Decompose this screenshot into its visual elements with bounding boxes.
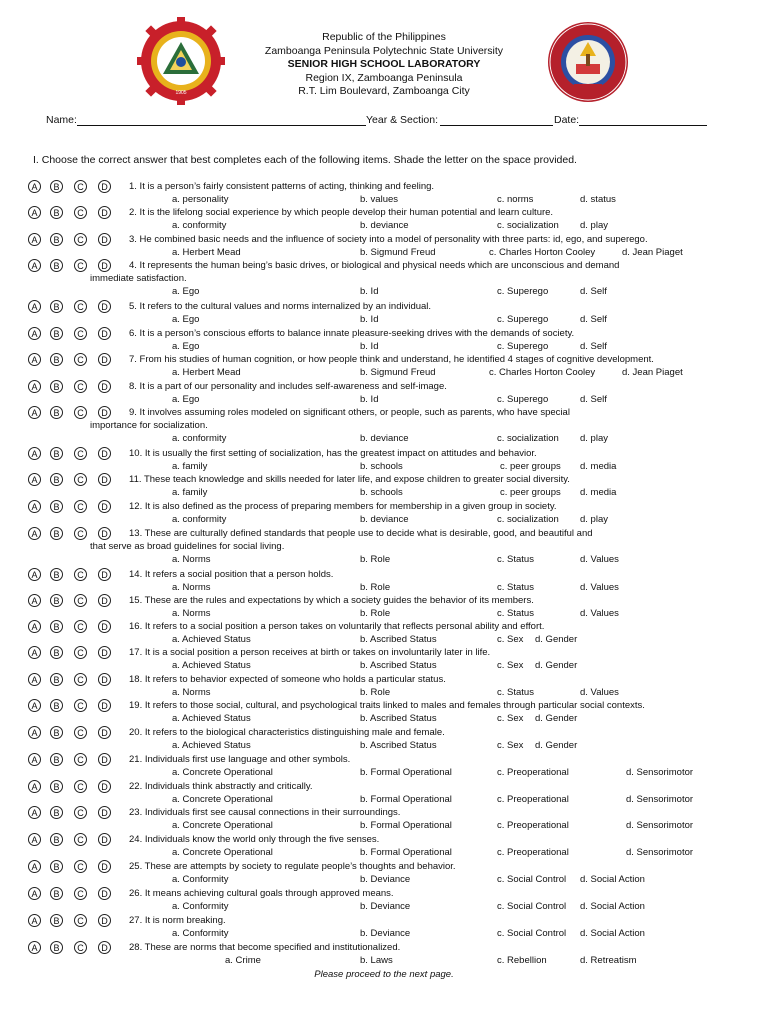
question-text: 20. It refers to the biological characteristics distinguishing male and female. xyxy=(129,727,445,738)
answer-bubble-c[interactable]: C xyxy=(74,206,87,219)
answer-bubble-b[interactable]: B xyxy=(50,259,63,272)
answer-bubble-c[interactable]: C xyxy=(74,327,87,340)
section-label: Year & Section: xyxy=(366,114,438,126)
choice-d: d. Social Action xyxy=(580,901,645,912)
choice-a: a. family xyxy=(172,487,208,498)
answer-bubble-b[interactable]: B xyxy=(50,780,63,793)
choice-b: b. Sigmund Freud xyxy=(360,247,436,258)
choice-b: b. Id xyxy=(360,286,379,297)
choice-c: c. Superego xyxy=(497,341,549,352)
choice-a: a. Achieved Status xyxy=(172,634,251,645)
question-item xyxy=(0,181,768,205)
answer-bubble-a[interactable]: A xyxy=(28,353,41,366)
answer-bubble-a[interactable]: A xyxy=(28,833,41,846)
choice-d: d. media xyxy=(580,461,617,472)
answer-bubble-b[interactable]: B xyxy=(50,500,63,513)
answer-bubble-d[interactable]: D xyxy=(98,500,111,513)
choice-b: b. Id xyxy=(360,341,379,352)
choice-a: a. Conformity xyxy=(172,874,229,885)
answer-bubble-d[interactable]: D xyxy=(98,327,111,340)
question-item xyxy=(0,727,768,751)
answer-bubble-c[interactable]: C xyxy=(74,527,87,540)
answer-bubble-a[interactable]: A xyxy=(28,806,41,819)
choice-b: b. schools xyxy=(360,461,403,472)
question-text: 25. These are attempts by society to regulate people’s thoughts and behavior. xyxy=(129,861,456,872)
choice-a: a. Conformity xyxy=(172,928,229,939)
question-item xyxy=(0,861,768,885)
choice-b: b. Ascribed Status xyxy=(360,740,437,751)
answer-bubble-d[interactable]: D xyxy=(98,646,111,659)
answer-bubble-d[interactable]: D xyxy=(98,568,111,581)
answer-bubble-d[interactable]: D xyxy=(98,860,111,873)
answer-bubble-a[interactable]: A xyxy=(28,780,41,793)
choice-c: c. Status xyxy=(497,582,534,593)
choice-a: a. Achieved Status xyxy=(172,660,251,671)
choice-c: c. Sex xyxy=(497,634,524,645)
question-item xyxy=(0,647,768,671)
question-item xyxy=(0,407,768,444)
choice-a: a. Concrete Operational xyxy=(172,794,273,805)
choice-d: d. Gender xyxy=(535,660,578,671)
answer-bubble-c[interactable]: C xyxy=(74,406,87,419)
choice-b: b. Deviance xyxy=(360,874,411,885)
answer-bubble-a[interactable]: A xyxy=(28,300,41,313)
answer-bubble-b[interactable]: B xyxy=(50,206,63,219)
answer-bubble-c[interactable]: C xyxy=(74,673,87,686)
answer-bubble-d[interactable]: D xyxy=(98,699,111,712)
choice-c: c. peer groups xyxy=(500,487,561,498)
question-text: 4. It represents the human being’s basic drives, or biological and physical needs which are unconscious and demand xyxy=(129,260,620,271)
choice-c: c. Superego xyxy=(497,286,549,297)
choice-c: c. Sex xyxy=(497,660,524,671)
question-text: 6. It is a person’s conscious efforts to balance innate pleasure-seeking drives with the demands of society. xyxy=(129,328,575,339)
choice-b: b. Formal Operational xyxy=(360,820,452,831)
answer-bubble-d[interactable]: D xyxy=(98,259,111,272)
question-item xyxy=(0,595,768,619)
choice-d: d. Sensorimotor xyxy=(626,847,694,858)
answer-bubble-a[interactable]: A xyxy=(28,380,41,393)
choice-c: c. Preoperational xyxy=(497,820,569,831)
choice-a: a. conformity xyxy=(172,433,227,444)
question-text: 14. It refers a social position that a person holds. xyxy=(129,569,334,580)
answer-bubble-b[interactable]: B xyxy=(50,447,63,460)
question-text: 26. It means achieving cultural goals through approved means. xyxy=(129,888,394,899)
choice-d: d. Jean Piaget xyxy=(622,247,683,258)
choice-d: d. play xyxy=(580,514,608,525)
answer-bubble-c[interactable]: C xyxy=(74,726,87,739)
answer-bubble-a[interactable]: A xyxy=(28,447,41,460)
choice-a: a. Norms xyxy=(172,582,211,593)
choice-d: d. Values xyxy=(580,554,619,565)
choice-c: c. Charles Horton Cooley xyxy=(489,247,596,258)
question-item xyxy=(0,915,768,939)
choice-a: a. Herbert Mead xyxy=(172,247,241,258)
choice-d: d. media xyxy=(580,487,617,498)
answer-bubble-d[interactable]: D xyxy=(98,753,111,766)
choice-b: b. Ascribed Status xyxy=(360,713,437,724)
choice-c: c. Social Control xyxy=(497,901,567,912)
choice-a: a. Ego xyxy=(172,341,200,352)
answer-bubble-b[interactable]: B xyxy=(50,833,63,846)
answer-bubble-d[interactable]: D xyxy=(98,620,111,633)
answer-bubble-b[interactable]: B xyxy=(50,594,63,607)
choice-a: a. Concrete Operational xyxy=(172,847,273,858)
question-text: 23. Individuals first see causal connections in their surroundings. xyxy=(129,807,401,818)
question-text: 24. Individuals know the world only through the five senses. xyxy=(129,834,380,845)
answer-bubble-d[interactable]: D xyxy=(98,594,111,607)
question-item xyxy=(0,888,768,912)
choice-a: a. Norms xyxy=(172,554,211,565)
answer-bubble-a[interactable]: A xyxy=(28,233,41,246)
answer-bubble-d[interactable]: D xyxy=(98,673,111,686)
answer-bubble-a[interactable]: A xyxy=(28,699,41,712)
choice-c: c. Superego xyxy=(497,314,549,325)
question-item xyxy=(0,528,768,565)
answer-bubble-d[interactable]: D xyxy=(98,473,111,486)
answer-bubble-d[interactable]: D xyxy=(98,887,111,900)
choice-d: d. play xyxy=(580,433,608,444)
answer-bubble-a[interactable]: A xyxy=(28,406,41,419)
answer-bubble-b[interactable]: B xyxy=(50,180,63,193)
choice-a: a. Achieved Status xyxy=(172,713,251,724)
question-item xyxy=(0,234,768,258)
answer-bubble-b[interactable]: B xyxy=(50,327,63,340)
choice-d: d. play xyxy=(580,220,608,231)
choice-b: b. values xyxy=(360,194,399,205)
answer-bubble-c[interactable]: C xyxy=(74,753,87,766)
choice-b: b. Role xyxy=(360,554,391,565)
answer-bubble-c[interactable]: C xyxy=(74,620,87,633)
choice-d: d. Self xyxy=(580,394,607,405)
answer-bubble-d[interactable]: D xyxy=(98,406,111,419)
question-text: 16. It refers to a social position a person takes on voluntarily that reflects personal ability and effort. xyxy=(129,621,545,632)
answer-bubble-c[interactable]: C xyxy=(74,180,87,193)
choice-a: a. Ego xyxy=(172,286,200,297)
choice-a: a. conformity xyxy=(172,220,227,231)
instructions: I. Choose the correct answer that best completes each of the following items. Shade the letter on the space provided. xyxy=(33,154,577,166)
question-item xyxy=(0,474,768,498)
answer-bubble-b[interactable]: B xyxy=(50,914,63,927)
choice-c: c. Social Control xyxy=(497,874,567,885)
answer-bubble-a[interactable]: A xyxy=(28,887,41,900)
answer-bubble-c[interactable]: C xyxy=(74,473,87,486)
answer-bubble-a[interactable]: A xyxy=(28,594,41,607)
question-item xyxy=(0,381,768,405)
answer-bubble-c[interactable]: C xyxy=(74,233,87,246)
question-item xyxy=(0,354,768,378)
answer-bubble-b[interactable]: B xyxy=(50,699,63,712)
choice-b: b. Role xyxy=(360,582,391,593)
question-item xyxy=(0,781,768,805)
answer-bubble-a[interactable]: A xyxy=(28,753,41,766)
choice-c: c. Preoperational xyxy=(497,847,569,858)
answer-bubble-c[interactable]: C xyxy=(74,860,87,873)
choice-c: c. socialization xyxy=(497,433,559,444)
header-shs-lab: SENIOR HIGH SCHOOL LABORATORY xyxy=(287,58,481,70)
choice-b: b. deviance xyxy=(360,514,409,525)
answer-bubble-b[interactable]: B xyxy=(50,473,63,486)
choice-c: c. Charles Horton Cooley xyxy=(489,367,596,378)
answer-bubble-a[interactable]: A xyxy=(28,327,41,340)
answer-bubble-a[interactable]: A xyxy=(28,646,41,659)
school-header xyxy=(0,31,768,99)
choice-d: d. Values xyxy=(580,608,619,619)
choice-d: d. Retreatism xyxy=(580,955,637,966)
choice-b: b. Sigmund Freud xyxy=(360,367,436,378)
answer-bubble-b[interactable]: B xyxy=(50,887,63,900)
answer-bubble-a[interactable]: A xyxy=(28,259,41,272)
answer-bubble-c[interactable]: C xyxy=(74,568,87,581)
answer-bubble-d[interactable]: D xyxy=(98,180,111,193)
choice-d: d. Jean Piaget xyxy=(622,367,683,378)
choice-d: d. Self xyxy=(580,341,607,352)
answer-bubble-c[interactable]: C xyxy=(74,699,87,712)
section-field[interactable] xyxy=(440,125,553,126)
answer-bubble-d[interactable]: D xyxy=(98,447,111,460)
question-text: 11. These teach knowledge and skills needed for later life, and expose children to greater social diversity. xyxy=(129,474,570,485)
header-region: Region IX, Zamboanga Peninsula xyxy=(305,71,463,84)
question-text-continued: that serve as broad guidelines for social living. xyxy=(90,541,285,552)
choice-b: b. Id xyxy=(360,394,379,405)
answer-bubble-c[interactable]: C xyxy=(74,833,87,846)
choice-b: b. Ascribed Status xyxy=(360,660,437,671)
question-item xyxy=(0,674,768,698)
header-address: R.T. Lim Boulevard, Zamboanga City xyxy=(298,85,470,97)
choice-a: a. Ego xyxy=(172,314,200,325)
answer-bubble-d[interactable]: D xyxy=(98,527,111,540)
answer-bubble-a[interactable]: A xyxy=(28,527,41,540)
answer-bubble-a[interactable]: A xyxy=(28,206,41,219)
answer-bubble-d[interactable]: D xyxy=(98,233,111,246)
answer-bubble-c[interactable]: C xyxy=(74,300,87,313)
answer-bubble-b[interactable]: B xyxy=(50,527,63,540)
choice-a: a. Norms xyxy=(172,608,211,619)
choice-b: b. Role xyxy=(360,608,391,619)
question-item xyxy=(0,942,768,966)
answer-bubble-c[interactable]: C xyxy=(74,646,87,659)
choice-a: a. Ego xyxy=(172,394,200,405)
answer-bubble-a[interactable]: A xyxy=(28,568,41,581)
answer-bubble-a[interactable]: A xyxy=(28,673,41,686)
choice-d: d. Sensorimotor xyxy=(626,767,694,778)
choice-d: d. Values xyxy=(580,582,619,593)
answer-bubble-b[interactable]: B xyxy=(50,353,63,366)
answer-bubble-a[interactable]: A xyxy=(28,941,41,954)
answer-bubble-b[interactable]: B xyxy=(50,620,63,633)
choice-d: d. Sensorimotor xyxy=(626,794,694,805)
choice-a: a. Conformity xyxy=(172,901,229,912)
choice-b: b. Formal Operational xyxy=(360,767,452,778)
answer-bubble-b[interactable]: B xyxy=(50,753,63,766)
answer-bubble-a[interactable]: A xyxy=(28,726,41,739)
answer-bubble-c[interactable]: C xyxy=(74,941,87,954)
question-item xyxy=(0,834,768,858)
question-text: 5. It refers to the cultural values and norms internalized by an individual. xyxy=(129,301,432,312)
choice-c: c. socialization xyxy=(497,220,559,231)
choice-d: d. Social Action xyxy=(580,928,645,939)
answer-bubble-d[interactable]: D xyxy=(98,806,111,819)
question-text-continued: importance for socialization. xyxy=(90,420,208,431)
answer-bubble-d[interactable]: D xyxy=(98,726,111,739)
date-label: Date: xyxy=(554,114,580,126)
footer-note: Please proceed to the next page. xyxy=(314,969,454,980)
choice-a: a. conformity xyxy=(172,514,227,525)
question-text: 17. It is a social position a person receives at birth or takes on involuntarily later in life. xyxy=(129,647,491,658)
answer-bubble-a[interactable]: A xyxy=(28,500,41,513)
question-item xyxy=(0,700,768,724)
choice-b: b. deviance xyxy=(360,220,409,231)
choice-b: b. Deviance xyxy=(360,901,411,912)
choice-b: b. Formal Operational xyxy=(360,847,452,858)
choice-a: a. Achieved Status xyxy=(172,740,251,751)
question-item xyxy=(0,621,768,645)
question-text: 18. It refers to behavior expected of someone who holds a particular status. xyxy=(129,674,446,685)
answer-bubble-d[interactable]: D xyxy=(98,941,111,954)
choice-b: b. Laws xyxy=(360,955,393,966)
question-text: 27. It is norm breaking. xyxy=(129,915,226,926)
choice-d: d. Gender xyxy=(535,634,578,645)
choice-c: c. socialization xyxy=(497,514,559,525)
question-item xyxy=(0,569,768,593)
choice-b: b. deviance xyxy=(360,433,409,444)
answer-bubble-d[interactable]: D xyxy=(98,833,111,846)
choice-d: d. Sensorimotor xyxy=(626,820,694,831)
answer-bubble-b[interactable]: B xyxy=(50,568,63,581)
answer-bubble-a[interactable]: A xyxy=(28,860,41,873)
header-university: Zamboanga Peninsula Polytechnic State University xyxy=(264,44,504,57)
svg-text:1905: 1905 xyxy=(175,90,187,96)
question-text: 1. It is a person’s fairly consistent patterns of acting, thinking and feeling. xyxy=(129,181,435,192)
answer-bubble-c[interactable]: C xyxy=(74,806,87,819)
choice-d: d. Social Action xyxy=(580,874,645,885)
question-item xyxy=(0,328,768,352)
question-text: 3. He combined basic needs and the influence of society into a model of personality with three parts: id, ego, and superego. xyxy=(129,234,648,245)
answer-bubble-d[interactable]: D xyxy=(98,380,111,393)
question-item xyxy=(0,448,768,472)
choice-c: c. Preoperational xyxy=(497,794,569,805)
choice-c: c. Superego xyxy=(497,394,549,405)
answer-bubble-a[interactable]: A xyxy=(28,914,41,927)
answer-bubble-c[interactable]: C xyxy=(74,500,87,513)
choice-c: c. Status xyxy=(497,554,534,565)
question-text: 2. It is the lifelong social experience by which people develop their human potential and learn culture. xyxy=(129,207,554,218)
student-info-row xyxy=(46,114,726,128)
answer-bubble-d[interactable]: D xyxy=(98,300,111,313)
choice-a: a. personality xyxy=(172,194,229,205)
question-text: 21. Individuals first use language and other symbols. xyxy=(129,754,351,765)
choice-c: c. Sex xyxy=(497,713,524,724)
question-text: 19. It refers to those social, cultural, and psychological traits linked to males and females through particular social contexts. xyxy=(129,700,645,711)
answer-bubble-b[interactable]: B xyxy=(50,806,63,819)
choice-b: b. schools xyxy=(360,487,403,498)
choice-c: c. norms xyxy=(497,194,534,205)
question-item xyxy=(0,207,768,231)
choice-c: c. Social Control xyxy=(497,928,567,939)
choice-c: c. Preoperational xyxy=(497,767,569,778)
choice-c: c. Sex xyxy=(497,740,524,751)
choice-a: a. Herbert Mead xyxy=(172,367,241,378)
question-text: 15. These are the rules and expectations by which a society guides the behavior of its members. xyxy=(129,595,534,606)
question-item xyxy=(0,754,768,778)
question-text: 8. It is a part of our personality and includes self-awareness and self-image. xyxy=(129,381,447,392)
choice-d: d. Self xyxy=(580,314,607,325)
choice-b: b. Formal Operational xyxy=(360,794,452,805)
choice-b: b. Ascribed Status xyxy=(360,634,437,645)
question-text: 13. These are culturally defined standards that people use to decide what is desirable, good, and beautiful and xyxy=(129,528,593,539)
answer-bubble-b[interactable]: B xyxy=(50,406,63,419)
question-text: 22. Individuals think abstractly and critically. xyxy=(129,781,313,792)
answer-bubble-c[interactable]: C xyxy=(74,887,87,900)
answer-bubble-d[interactable]: D xyxy=(98,914,111,927)
name-field[interactable] xyxy=(77,125,366,126)
choice-d: d. Values xyxy=(580,687,619,698)
choice-c: c. Status xyxy=(497,608,534,619)
answer-bubble-c[interactable]: C xyxy=(74,914,87,927)
question-text: 28. These are norms that become specified and institutionalized. xyxy=(129,942,401,953)
choice-a: a. Norms xyxy=(172,687,211,698)
choice-a: a. Concrete Operational xyxy=(172,820,273,831)
question-item xyxy=(0,807,768,831)
answer-bubble-a[interactable]: A xyxy=(28,620,41,633)
answer-bubble-b[interactable]: B xyxy=(50,380,63,393)
answer-bubble-b[interactable]: B xyxy=(50,646,63,659)
question-item xyxy=(0,260,768,297)
answer-bubble-b[interactable]: B xyxy=(50,673,63,686)
question-item xyxy=(0,301,768,325)
choice-d: d. Gender xyxy=(535,713,578,724)
question-text: 12. It is also defined as the process of preparing members for membership in a given group in society. xyxy=(129,501,557,512)
answer-bubble-b[interactable]: B xyxy=(50,300,63,313)
answer-bubble-c[interactable]: C xyxy=(74,594,87,607)
choice-a: a. family xyxy=(172,461,208,472)
choice-a: a. Concrete Operational xyxy=(172,767,273,778)
choice-a: a. Crime xyxy=(225,955,261,966)
choice-d: d. Self xyxy=(580,286,607,297)
choice-d: d. status xyxy=(580,194,616,205)
choice-d: d. Gender xyxy=(535,740,578,751)
name-label: Name: xyxy=(46,114,77,126)
answer-bubble-c[interactable]: C xyxy=(74,259,87,272)
choice-c: c. Rebellion xyxy=(497,955,547,966)
answer-bubble-d[interactable]: D xyxy=(98,353,111,366)
answer-bubble-c[interactable]: C xyxy=(74,780,87,793)
answer-bubble-d[interactable]: D xyxy=(98,780,111,793)
answer-bubble-b[interactable]: B xyxy=(50,233,63,246)
question-item xyxy=(0,501,768,525)
answer-bubble-a[interactable]: A xyxy=(28,473,41,486)
question-text: 10. It is usually the first setting of socialization, has the greatest impact on attitudes and behavior. xyxy=(129,448,537,459)
answer-bubble-d[interactable]: D xyxy=(98,206,111,219)
choice-b: b. Role xyxy=(360,687,391,698)
date-field[interactable] xyxy=(579,125,707,126)
choice-b: b. Id xyxy=(360,314,379,325)
answer-bubble-b[interactable]: B xyxy=(50,941,63,954)
choice-c: c. peer groups xyxy=(500,461,561,472)
choice-c: c. Status xyxy=(497,687,534,698)
answer-bubble-b[interactable]: B xyxy=(50,860,63,873)
header-republic: Republic of the Philippines xyxy=(322,31,446,43)
answer-bubble-c[interactable]: C xyxy=(74,447,87,460)
answer-bubble-b[interactable]: B xyxy=(50,726,63,739)
question-text: 7. From his studies of human cognition, or how people think and understand, he identified 4 stages of cognitive development. xyxy=(129,354,654,365)
question-text-continued: immediate satisfaction. xyxy=(90,273,187,284)
answer-bubble-a[interactable]: A xyxy=(28,180,41,193)
answer-bubble-c[interactable]: C xyxy=(74,353,87,366)
question-text: 9. It involves assuming roles modeled on significant others, or people, such as parents, who have special xyxy=(129,407,570,418)
answer-bubble-c[interactable]: C xyxy=(74,380,87,393)
choice-b: b. Deviance xyxy=(360,928,411,939)
